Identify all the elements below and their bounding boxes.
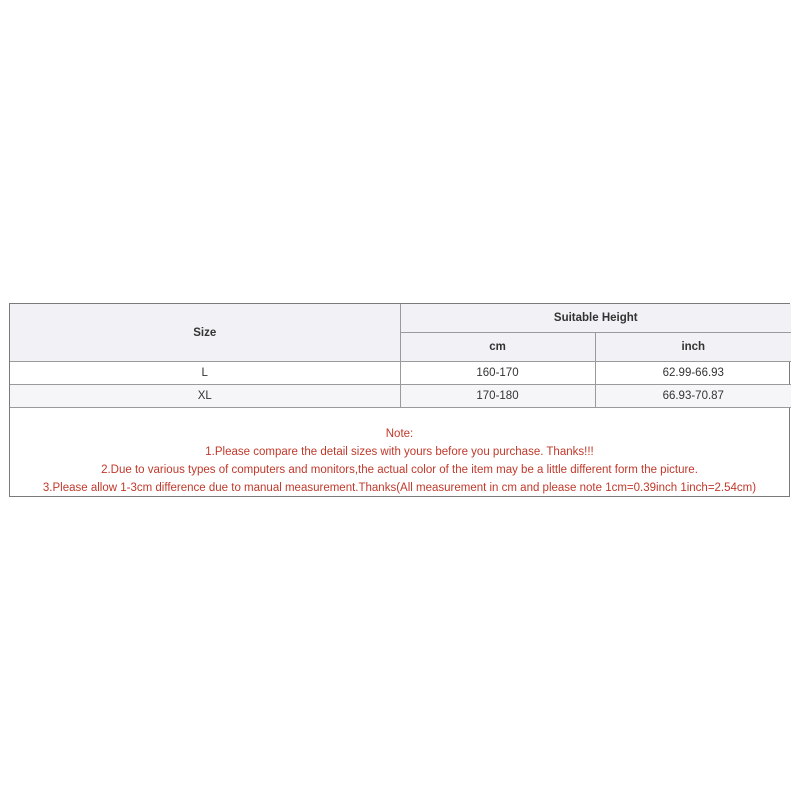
note-line-2: 2.Due to various types of computers and monitors,the actual color of the item may be a little different form the picture.: [101, 464, 698, 476]
cm-header: cm: [400, 333, 595, 362]
inch-header: inch: [595, 333, 791, 362]
size-cell: L: [10, 362, 400, 385]
suitable-height-header: Suitable Height: [400, 304, 791, 333]
size-table: [10, 304, 791, 408]
table-header-row: [10, 304, 791, 333]
size-header: Size: [10, 304, 400, 362]
size-cell: XL: [10, 385, 400, 408]
note-line-3: 3.Please allow 1-3cm difference due to manual measurement.Thanks(All measurement in cm and please note 1cm=0.39inch 1inch=2.54cm): [42, 482, 757, 494]
inch-cell: 66.93-70.87: [595, 385, 791, 408]
inch-cell: 62.99-66.93: [595, 362, 791, 385]
note-line-1: 1.Please compare the detail sizes with yours before you purchase. Thanks!!!: [205, 446, 594, 458]
note-title: Note:: [385, 428, 414, 440]
table-row: [10, 385, 791, 408]
table-row: [10, 362, 791, 385]
cm-cell: 170-180: [400, 385, 595, 408]
cm-cell: 160-170: [400, 362, 595, 385]
size-chart: [9, 303, 790, 497]
notes-section: [10, 425, 789, 497]
